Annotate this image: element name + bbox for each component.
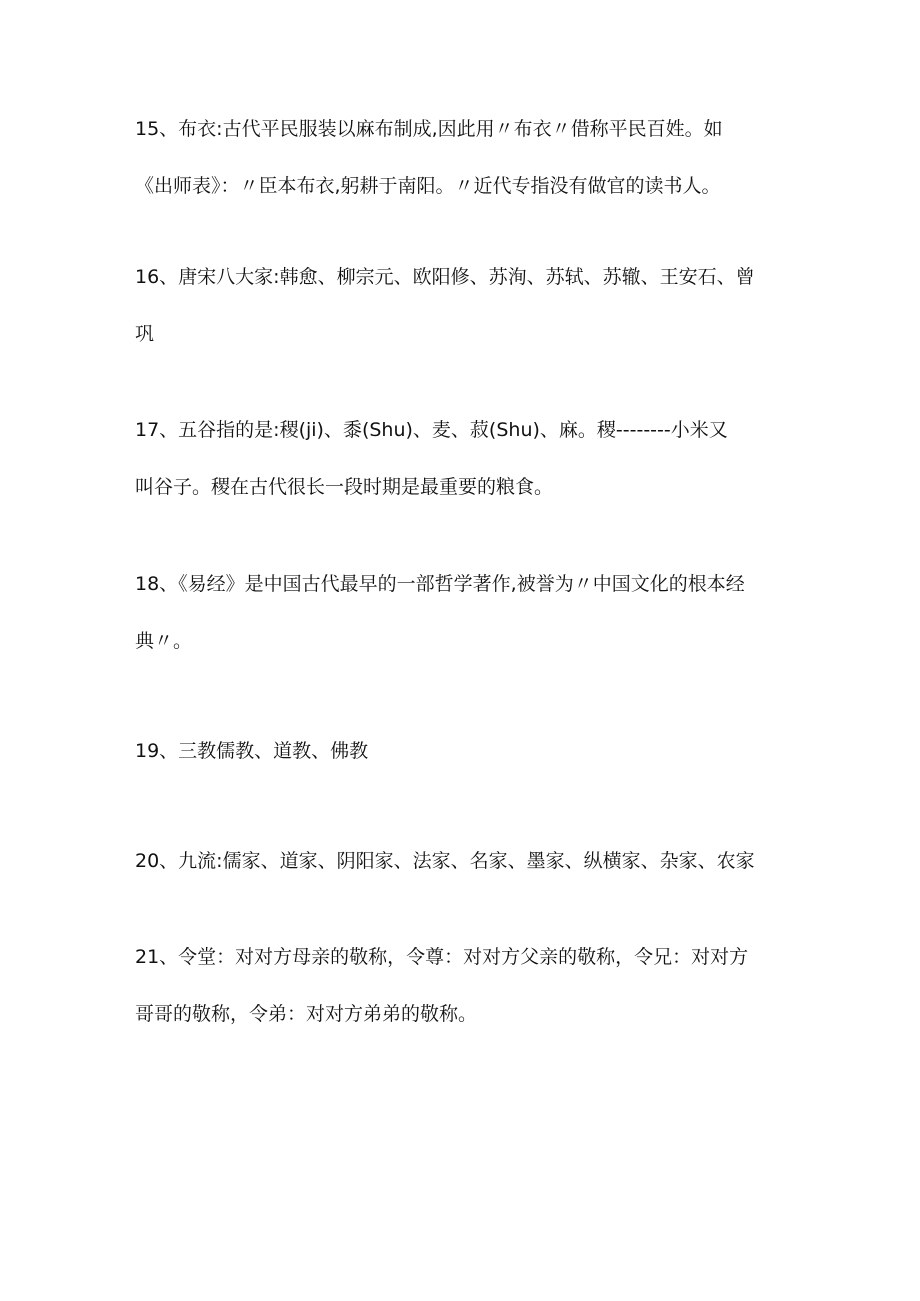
entry-line: 21、令堂：对对方母亲的敬称，令尊：对对方父亲的敬称，令兄：对对方 — [135, 946, 749, 968]
entry-line: 20、九流:儒家、道家、阴阳家、法家、名家、墨家、纵横家、杂家、农家 — [135, 850, 755, 872]
entry-line: 叫谷子。稷在古代很长一段时期是最重要的粮食。 — [135, 476, 554, 498]
entry-19 — [135, 723, 787, 780]
entry-line: 15、布衣:古代平民服装以麻布制成,因此用〃布衣〃借称平民百姓。如 — [135, 118, 723, 140]
entry-line: 典〃。 — [135, 630, 193, 652]
entry-line: 18、《易经》是中国古代最早的一部哲学著作,被誉为〃中国文化的根本经 — [135, 573, 745, 595]
entry-line: 16、唐宋八大家:韩愈、柳宗元、欧阳修、苏洵、苏轼、苏辙、王安石、曾 — [135, 266, 755, 288]
entry-line: 哥哥的敬称，令弟：对对方弟弟的敬称。 — [135, 1003, 478, 1025]
entry-line: 19、三教儒教、道教、佛教 — [135, 740, 369, 762]
entry-line: 巩 — [135, 323, 155, 345]
entry-20 — [135, 833, 787, 890]
entry-21 — [135, 929, 787, 1043]
entry-line: 17、五谷指的是:稷(ji)、黍(Shu)、麦、菽(Shu)、麻。稷--------小米又 — [135, 419, 728, 441]
entry-17 — [135, 402, 787, 516]
entry-16 — [135, 249, 787, 363]
entry-18 — [135, 556, 787, 670]
entry-line: 《出师表》：〃臣本布衣,躬耕于南阳。〃近代专指没有做官的读书人。 — [135, 175, 721, 197]
entry-15 — [135, 101, 787, 215]
